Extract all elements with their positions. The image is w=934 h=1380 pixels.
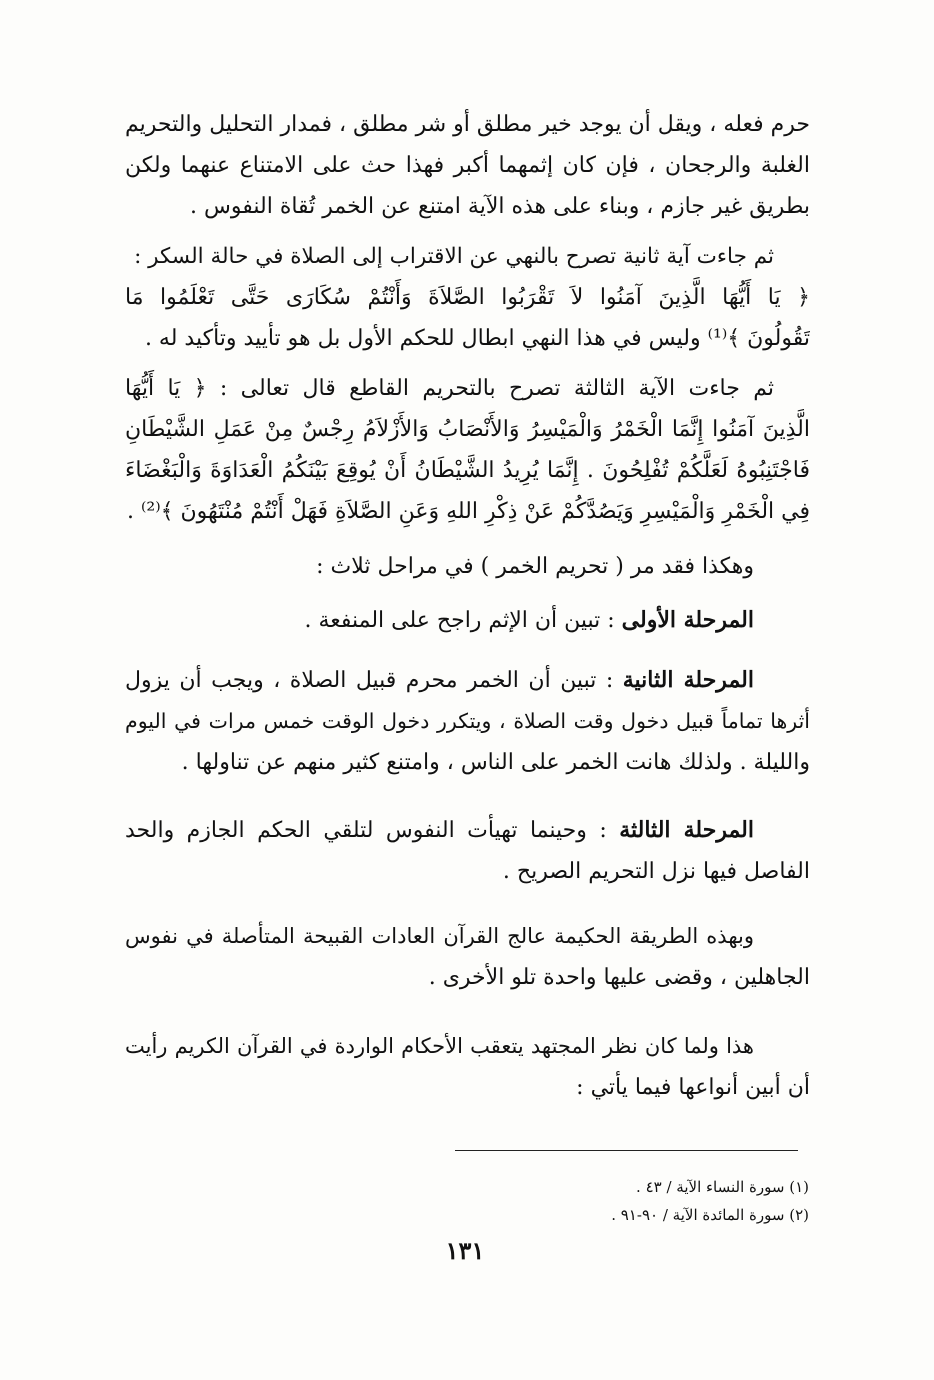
quran-verse-line: ﴿ يَا أَيُّهَا الَّذِينَ آمَنُوا لاَ تَقْرَبُوا الصَّلاَةَ وَأَنْتُمْ سُكَارَى حَتَّى تَعْلَمُوا مَا <box>125 285 810 310</box>
stage-heading: المرحلة الثانية <box>622 667 754 693</box>
text-line <box>125 600 810 641</box>
paragraph-8 <box>125 916 810 998</box>
text-line: بطريق غير جازم ، وبناء على هذه الآية امتنع عن الخمر تُقاة النفوس . <box>190 194 810 219</box>
text-line <box>125 810 810 851</box>
text-line: أثرها تماماً قبيل دخول وقت الصلاة ، ويتكرر دخول الوقت خمس مرات في اليوم <box>125 709 810 733</box>
paragraph-1 <box>125 104 810 227</box>
text-line: والليلة . ولذلك هانت الخمر على الناس ، وامتنع كثير منهم عن تناولها . <box>181 750 810 775</box>
quran-verse-line: فَاجْتَنِبُوهُ لَعَلَّكُمْ تُفْلِحُونَ . إِنَّمَا يُرِيدُ الشَّيْطَانُ أَنْ يُوقِعَ بَيْنَكُمُ الْعَدَاوَةَ وَالْبَغْضَاءَ <box>125 458 810 483</box>
text-line: الجاهلين ، وقضى عليها واحدة تلو الأخرى . <box>428 965 810 990</box>
text-line: أن أبين أنواعها فيما يأتي : <box>576 1075 810 1100</box>
footnote-divider <box>455 1150 798 1151</box>
footnote-2: (٢) سورة المائدة الآية / ٩٠-٩١ . <box>611 1206 809 1224</box>
paragraph-6 <box>125 660 810 783</box>
stage-heading: المرحلة الثالثة <box>619 817 754 843</box>
text-line: ثم جاءت آية ثانية تصرح بالنهي عن الاقتراب إلى الصلاة في حالة السكر : <box>134 244 774 269</box>
paragraph-7 <box>125 810 810 892</box>
stage-text: : وحينما تهيأت النفوس لتلقي الحكم الجازم والحد <box>125 818 620 843</box>
paragraph-2 <box>125 236 810 359</box>
paragraph-4 <box>125 546 810 587</box>
paragraph-3 <box>125 368 810 532</box>
paragraph-5 <box>125 600 810 641</box>
text-line: وهكذا فقد مر ( تحريم الخمر ) في مراحل ثلاث : <box>316 554 754 579</box>
footnote-1: (١) سورة النساء الآية / ٤٣ . <box>636 1178 809 1196</box>
page-number: ١٣١ <box>445 1236 485 1265</box>
text-line: ثم جاءت الآية الثالثة تصرح بالتحريم القاطع قال تعالى : ﴿ يَا أَيُّهَا <box>125 376 774 401</box>
text-line: حرم فعله ، ويقل أن يوجد خير مطلق أو شر مطلق ، فمدار التحليل والتحريم <box>125 112 810 137</box>
text-line: الفاصل فيها نزل التحريم الصريح . <box>502 859 810 884</box>
text-line <box>125 660 810 701</box>
stage-text: : تبين أن الإثم راجح على المنفعة . <box>304 608 622 633</box>
text-line: هذا ولما كان نظر المجتهد يتعقب الأحكام الواردة في القرآن الكريم رأيت <box>125 1034 754 1058</box>
text-line: وبهذه الطريقة الحكيمة عالج القرآن العادات القبيحة المتأصلة في نفوس <box>125 924 754 948</box>
text-line: تَقُولُونَ ﴾⁽¹⁾ وليس في هذا النهي ابطال للحكم الأول بل هو تأييد وتأكيد له . <box>144 326 810 351</box>
quran-verse-line: فِي الْخَمْرِ وَالْمَيْسِرِ وَيَصُدَّكُمْ عَنْ ذِكْرِ اللهِ وَعَنِ الصَّلاَةِ فَهَلْ أَنْتُمْ مُنْتَهُونَ ﴾⁽²⁾ . <box>127 499 810 524</box>
paragraph-9 <box>125 1026 810 1108</box>
stage-text: : تبين أن الخمر محرم قبيل الصلاة ، ويجب أن يزول <box>125 668 623 693</box>
quran-verse-line: الَّذِينَ آمَنُوا إِنَّمَا الْخَمْرُ وَالْمَيْسِرُ وَالأَنْصَابُ وَالأَزْلاَمُ رِجْسٌ مِنْ عَمَلِ الشَّيْطَانِ <box>125 417 810 442</box>
text-line: الغلبة والرجحان ، فإن كان إثمهما أكبر فهذا حث على الامتناع عنهما ولكن <box>125 153 810 178</box>
stage-heading: المرحلة الأولى <box>621 607 754 633</box>
